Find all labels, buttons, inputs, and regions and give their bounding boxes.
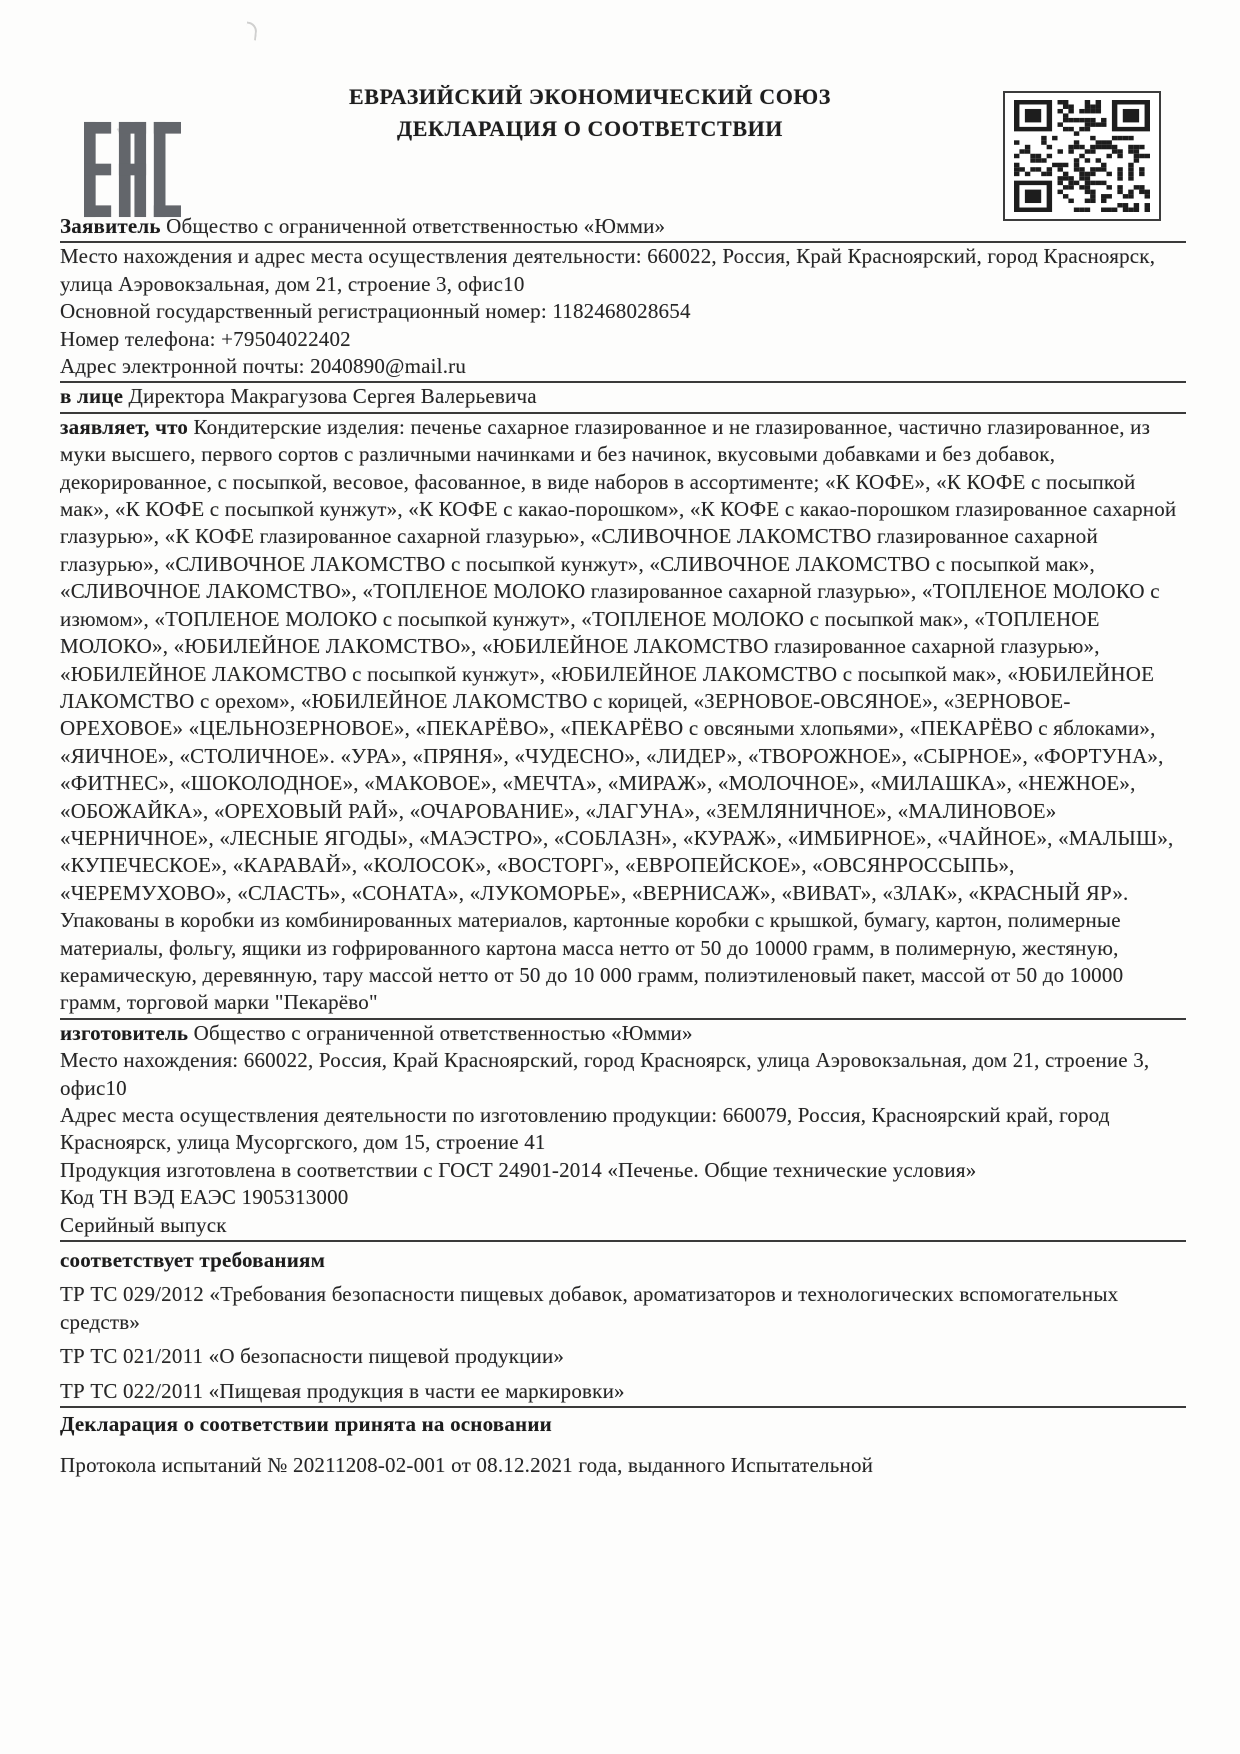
scan-artifact <box>245 21 258 40</box>
compliance-header: соответствует требованиям <box>60 1248 326 1273</box>
qr-code <box>1003 91 1161 221</box>
applicant-email: Адрес электронной почты: 2040890@mail.ru <box>60 353 1186 383</box>
manufacturer-label: изготовитель <box>60 1020 189 1045</box>
applicant-phone: Номер телефона: +79504022402 <box>60 326 351 351</box>
tnved-code: Код ТН ВЭД ЕАЭС 1905313000 <box>60 1185 349 1210</box>
manufacturer-name: Общество с ограниченной ответственностью «Юмми» <box>193 1020 693 1045</box>
applicant-address: Место нахождения и адрес места осуществления деятельности: 660022, Россия, Край Красноярский, город Красноярск, улица Аэровокзальная, дом 21, строение 3, офис10 <box>60 244 1156 296</box>
eac-logo <box>84 121 181 218</box>
serial-issue: Серийный выпуск <box>60 1212 1186 1242</box>
applicant-ogrn: Основной государственный регистрационный номер: 1182468028654 <box>60 299 691 324</box>
gost-reference: Продукция изготовлена в соответствии с ГОСТ 24901-2014 «Печенье. Общие технические условия» <box>60 1157 977 1182</box>
representative-name: Директора Макрагузова Сергея Валерьевича <box>128 384 537 409</box>
manufacturer-production-address: Адрес места осуществления деятельности по изготовлению продукции: 660079, Россия, Красноярский край, город Красноярск, улица Мусоргского, дом 15, строение 41 <box>60 1103 1110 1155</box>
applicant-label: Заявитель <box>60 214 161 238</box>
manufacturer-address: Место нахождения: 660022, Россия, Край Красноярский, город Красноярск, улица Аэровокзальная, дом 21, строение 3, офис10 <box>60 1048 1150 1100</box>
representative-label: в лице <box>60 384 124 409</box>
declared-products <box>60 414 1186 1020</box>
regulation-item: ТР ТС 022/2011 «Пищевая продукция в части ее маркировки» <box>60 1378 1186 1408</box>
declares-label: заявляет, что <box>60 414 189 439</box>
applicant-name: Общество с ограниченной ответственностью «Юмми» <box>166 214 666 238</box>
regulation-item: ТР ТС 029/2012 «Требования безопасности пищевых добавок, ароматизаторов и технологических вспомогательных средств» <box>60 1282 1119 1334</box>
products-description: Кондитерские изделия: печенье сахарное глазированное и не глазированное, частично глазированное, из муки высшего, первого сортов с различными начинками и без начинок, вкусовыми добавками и без добавок, декорированное, с посыпкой, весовое, фасованное, в виде наборов в ассортименте; «К КОФЕ», «К КОФЕ с посыпкой мак», «К КОФЕ с посыпкой кунжут», «К КОФЕ с какао-порошком», «К КОФЕ с какао-порошком глазированное сахарной глазурью», «К КОФЕ глазированное сахарной глазурью», «СЛИВОЧНОЕ ЛАКОМСТВО глазированное сахарной глазурью», «СЛИВОЧНОЕ ЛАКОМСТВО с посыпкой кунжут», «СЛИВОЧНОЕ ЛАКОМСТВО с посыпкой мак», «СЛИВОЧНОЕ ЛАКОМСТВО», «ТОПЛЕНОЕ МОЛОКО глазированное сахарной глазурью», «ТОПЛЕНОЕ МОЛОКО с изюмом», «ТОПЛЕНОЕ МОЛОКО с посыпкой кунжут», «ТОПЛЕНОЕ МОЛОКО с посыпкой мак», «ТОПЛЕНОЕ МОЛОКО», «ЮБИЛЕЙНОЕ ЛАКОМСТВО», «ЮБИЛЕЙНОЕ ЛАКОМСТВО глазированное сахарной глазурью», «ЮБИЛЕЙНОЕ ЛАКОМСТВО с посыпкой кунжут», «ЮБИЛЕЙНОЕ ЛАКОМСТВО с посыпкой мак», «ЮБИЛЕЙНОЕ ЛАКОМСТВО с орехом», «ЮБИЛЕЙНОЕ ЛАКОМСТВО с корицей, «ЗЕРНОВОЕ-ОВСЯНОЕ», «ЗЕРНОВОЕ-ОРЕХОВОЕ» «ЦЕЛЬНОЗЕРНОВОЕ», «ПЕКАРЁВО», «ПЕКАРЁВО с овсяными хлопьями», «ПЕКАРЁВО с яблоками», «ЯИЧНОЕ», «СТОЛИЧНОЕ». «УРА», «ПРЯНЯ», «ЧУДЕСНО», «ЛИДЕР», «ТВОРОЖНОЕ», «СЫРНОЕ», «ФОРТУНА», «ФИТНЕС», «ШОКОЛОДНОЕ», «МАКОВОЕ», «МЕЧТА», «МИРАЖ», «МОЛОЧНОЕ», «МИЛАШКА», «НЕЖНОЕ», «ОБОЖАЙКА», «ОРЕХОВЫЙ РАЙ», «ОЧАРОВАНИЕ», «ЛАГУНА», «ЗЕМЛЯНИЧНОЕ», «МАЛИНОВОЕ» «ЧЕРНИЧНОЕ», «ЛЕСНЫЕ ЯГОДЫ», «МАЭСТРО», «СОБЛАЗН», «КУРАЖ», «ИМБИРНОЕ», «ЧАЙНОЕ», «МАЛЫШ», «КУПЕЧЕСКОЕ», «КАРАВАЙ», «КОЛОСОК», «ВОСТОРГ», «ЕВРОПЕЙСКОЕ», «ОВСЯНРОССЫПЬ», «ЧЕРЕМУХОВО», «СЛАСТЬ», «СОНАТА», «ЛУКОМОРЬЕ», «ВЕРНИСАЖ», «ВИВАТ», «ЗЛАК», «КРАСНЫЙ ЯР». Упакованы в коробки из комбинированных материалов, картонные коробки с крышкой, бумагу, картон, полимерные материалы, фольгу, ящики из гофрированного картона масса нетто от 50 до 10000 грамм, в полимерную, жестяную, керамическую, деревянную, тару массой нетто от 50 до 10 000 грамм, полиэтиленовый пакет, массой от 50 до 10000 грамм, торговой марки "Пекарёво" <box>60 414 1177 1015</box>
declaration-title: ДЕКЛАРАЦИЯ О СООТВЕТСТВИИ <box>396 116 784 141</box>
qr-code-icon <box>1014 100 1150 212</box>
basis-text: Протокола испытаний № 20211208-02-001 от 08.12.2021 года, выданного Испытательной <box>60 1453 874 1478</box>
basis-header: Декларация о соответствии принята на основании <box>60 1412 552 1437</box>
union-title: ЕВРАЗИЙСКИЙ ЭКОНОМИЧЕСКИЙ СОЮЗ <box>348 84 832 109</box>
regulation-item: ТР ТС 021/2011 «О безопасности пищевой продукции» <box>60 1344 565 1369</box>
document-body <box>60 213 1186 1480</box>
representative-row <box>60 383 1186 413</box>
document-header <box>300 84 880 142</box>
eac-logo-icon <box>84 121 181 218</box>
manufacturer-row <box>60 1020 1186 1047</box>
applicant-row <box>60 213 1186 243</box>
